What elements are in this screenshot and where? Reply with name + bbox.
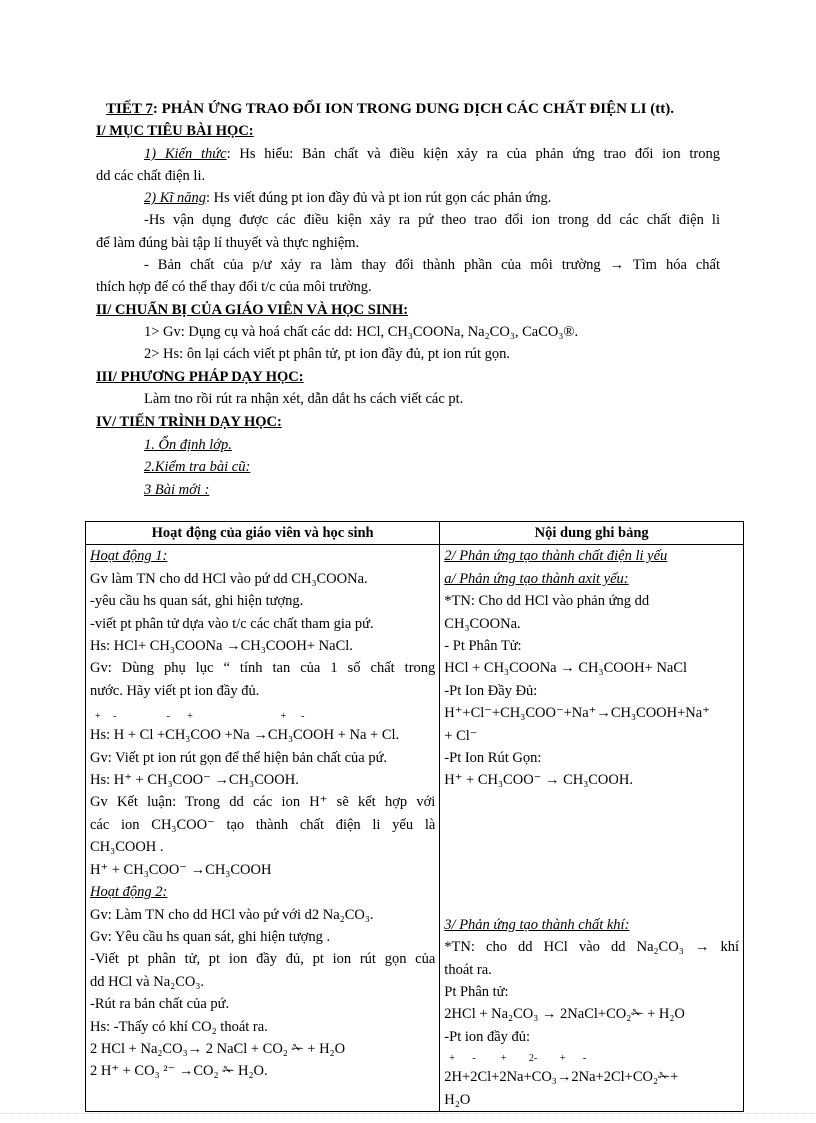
skills-text: : Hs viết đúng pt ion đầy đủ và pt ion rút gọn các phản ứng. <box>206 190 552 206</box>
spacer <box>444 859 739 881</box>
activity-line: Gv: Yêu cầu hs quan sát, ghi hiện tượng . <box>90 928 331 945</box>
spacer <box>444 881 739 903</box>
header-activities: Hoạt động của giáo viên và học sinh <box>86 522 440 545</box>
spacer <box>444 814 739 836</box>
activity-line: -Viết pt phân tử, pt ion đầy đủ, pt ion rút gọn của <box>90 951 436 968</box>
activity-line: dd HCl và Na₂CO₃. <box>90 973 205 990</box>
ion-charges: + - - + + - <box>90 711 305 723</box>
activity-line: -yêu cầu hs quan sát, ghi hiện tượng. <box>90 593 304 610</box>
activity-line: Gv: Dùng phụ lục “ tính tan của 1 số chất trong <box>90 660 436 677</box>
board-line: thoát ra. <box>444 961 492 978</box>
knowledge-line-1 <box>144 143 720 165</box>
activity-line: nước. Hãy viết pt ion đầy đủ. <box>90 682 260 699</box>
activity-line: H⁺ + CH₃COO⁻ →CH₃COOH <box>90 861 272 878</box>
lesson-title-text: : PHẢN ỨNG TRAO ĐỔI ION TRONG DUNG DỊCH CÁC CHẤT ĐIỆN LI (tt). <box>152 101 674 117</box>
lesson-number: TIẾT 7 <box>106 101 153 117</box>
section-2-title: 2/ Phản ứng tạo thành chất điện li yếu <box>444 548 668 565</box>
skills-line-1 <box>144 187 551 209</box>
spacer <box>444 837 739 859</box>
board-line: H⁺ + CH₃COO⁻ → CH₃COOH. <box>444 772 633 789</box>
activity-line: -Rút ra bản chất của pứ. <box>90 996 230 1013</box>
activity-line: Hs: HCl+ CH₃COONa →CH₃COOH+ NaCl. <box>90 638 353 655</box>
board-line: *TN: cho dd HCl vào dd Na₂CO₃ → khí <box>444 939 739 956</box>
ion-charges: + - + 2- + - <box>444 1053 587 1065</box>
knowledge-line-2: dd các chất điện li. <box>96 168 206 184</box>
activity-line: CH₃COOH . <box>90 839 164 856</box>
table-row <box>86 545 744 1112</box>
knowledge-label: 1) Kiến thức <box>144 146 227 162</box>
activity-line: Hs: H + Cl +CH₃COO +Na →CH₃COOH + Na + Cl. <box>90 727 400 744</box>
skills-line-2: -Hs vận dụng được các điều kiện xảy ra pứ theo trao đổi ion trong dd các chất điện li <box>144 212 720 228</box>
skills-label: 2) Kĩ năng <box>144 190 207 206</box>
knowledge-text: : Hs hiểu: Bản chất và điều kiện xảy ra của phản ứng trao đổi ion trong <box>226 146 720 162</box>
activity-line: các ion CH₃COO⁻ tạo thành chất điện li yếu là <box>90 816 436 833</box>
board-line: *TN: Cho dd HCl vào phản ứng dd <box>444 593 650 610</box>
board-line: Pt Phân tử: <box>444 984 509 1001</box>
board-line: -Pt Ion Rút Gọn: <box>444 750 542 767</box>
activity-line: Gv: Viết pt ion rút gọn để thể hiện bản chất của pứ. <box>90 749 388 766</box>
board-line: 2HCl + Na₂CO₃ → 2NaCl+CO₂✁ + H₂O <box>444 1006 685 1023</box>
board-line: H⁺+Cl⁻+CH₃COO⁻+Na⁺→CH₃COOH+Na⁺ <box>444 705 710 722</box>
page-edge-divider <box>0 1113 816 1114</box>
board-content-cell <box>440 545 744 1112</box>
activity-2-title: Hoạt động 2: <box>90 884 168 901</box>
activity-1-title: Hoạt động 1: <box>90 548 168 565</box>
teacher-preparation: 1> Gv: Dụng cụ và hoá chất các dd: HCl, CH₃COONa, Na₂CO₃, CaCO₃®. <box>144 324 579 340</box>
board-line: HCl + CH₃COONa → CH₃COOH+ NaCl <box>444 660 688 677</box>
activities-cell <box>86 545 440 1112</box>
board-line: - Pt Phân Tử: <box>444 638 522 655</box>
student-preparation: 2> Hs: ôn lại cách viết pt phân tử, pt ion đầy đủ, pt ion rút gọn. <box>144 346 510 362</box>
heading-process: IV/ TIẾN TRÌNH DẠY HỌC: <box>96 414 282 430</box>
board-line: -Pt Ion Đầy Đủ: <box>444 682 538 699</box>
skills-line-4: - Bản chất của p/ư xảy ra làm thay đổi thành phần của môi trường → Tìm hóa chất <box>144 257 720 273</box>
heading-objectives: I/ MỤC TIÊU BÀI HỌC: <box>96 123 254 139</box>
skills-line-5: thích hợp để có thể thay đổi t/c của môi trường. <box>96 279 372 295</box>
board-line: H₂O <box>444 1091 471 1108</box>
spacer <box>444 792 739 814</box>
table-header-row <box>86 522 744 545</box>
board-line: CH₃COONa. <box>444 615 521 632</box>
lesson-title <box>106 98 674 120</box>
step-1: 1. Ổn định lớp. <box>144 437 232 453</box>
step-3: 3 Bài mới : <box>144 482 210 498</box>
activity-line: Gv làm TN cho dd HCl vào pứ dd CH₃COONa. <box>90 570 368 587</box>
heading-method: III/ PHƯƠNG PHÁP DẠY HỌC: <box>96 369 304 385</box>
board-line: -Pt ion đầy đủ: <box>444 1028 531 1045</box>
activity-line: 2 HCl + Na₂CO₃→ 2 NaCl + CO₂ ✁ + H₂O <box>90 1040 346 1057</box>
heading-preparation: II/ CHUẨN BỊ CỦA GIÁO VIÊN VÀ HỌC SINH: <box>96 302 409 318</box>
activity-line: 2 H⁺ + CO₃ ²⁻ →CO₂ ✁ H₂O. <box>90 1063 268 1080</box>
header-board-content: Nội dung ghi bảng <box>440 522 744 545</box>
board-line: 2H+2Cl+2Na+CO₃→2Na+2Cl+CO₂✁+ <box>444 1069 679 1086</box>
section-2a-title: a/ Phản ứng tạo thành axit yếu: <box>444 570 629 587</box>
step-2: 2.Kiểm tra bài cũ: <box>144 459 251 475</box>
activity-line: Hs: H⁺ + CH₃COO⁻ →CH₃COOH. <box>90 772 299 789</box>
method-text: Làm tno rồi rút ra nhận xét, dẫn dắt hs cách viết các pt. <box>144 391 464 407</box>
activity-line: Gv Kết luận: Trong dd các ion H⁺ sẽ kết hợp với <box>90 794 436 811</box>
section-3-title: 3/ Phản ứng tạo thành chất khí: <box>444 916 630 933</box>
skills-line-3: để làm đúng bài tập lí thuyết và thực nghiệm. <box>96 235 360 251</box>
activity-line: Gv: Làm TN cho dd HCl vào pứ với d2 Na₂CO₃. <box>90 906 374 923</box>
activity-line: -viết pt phân tử dựa vào t/c các chất tham gia pứ. <box>90 615 374 632</box>
board-line: + Cl⁻ <box>444 727 478 744</box>
activity-table <box>85 521 744 1112</box>
activity-line: Hs: -Thấy có khí CO₂ thoát ra. <box>90 1018 268 1035</box>
